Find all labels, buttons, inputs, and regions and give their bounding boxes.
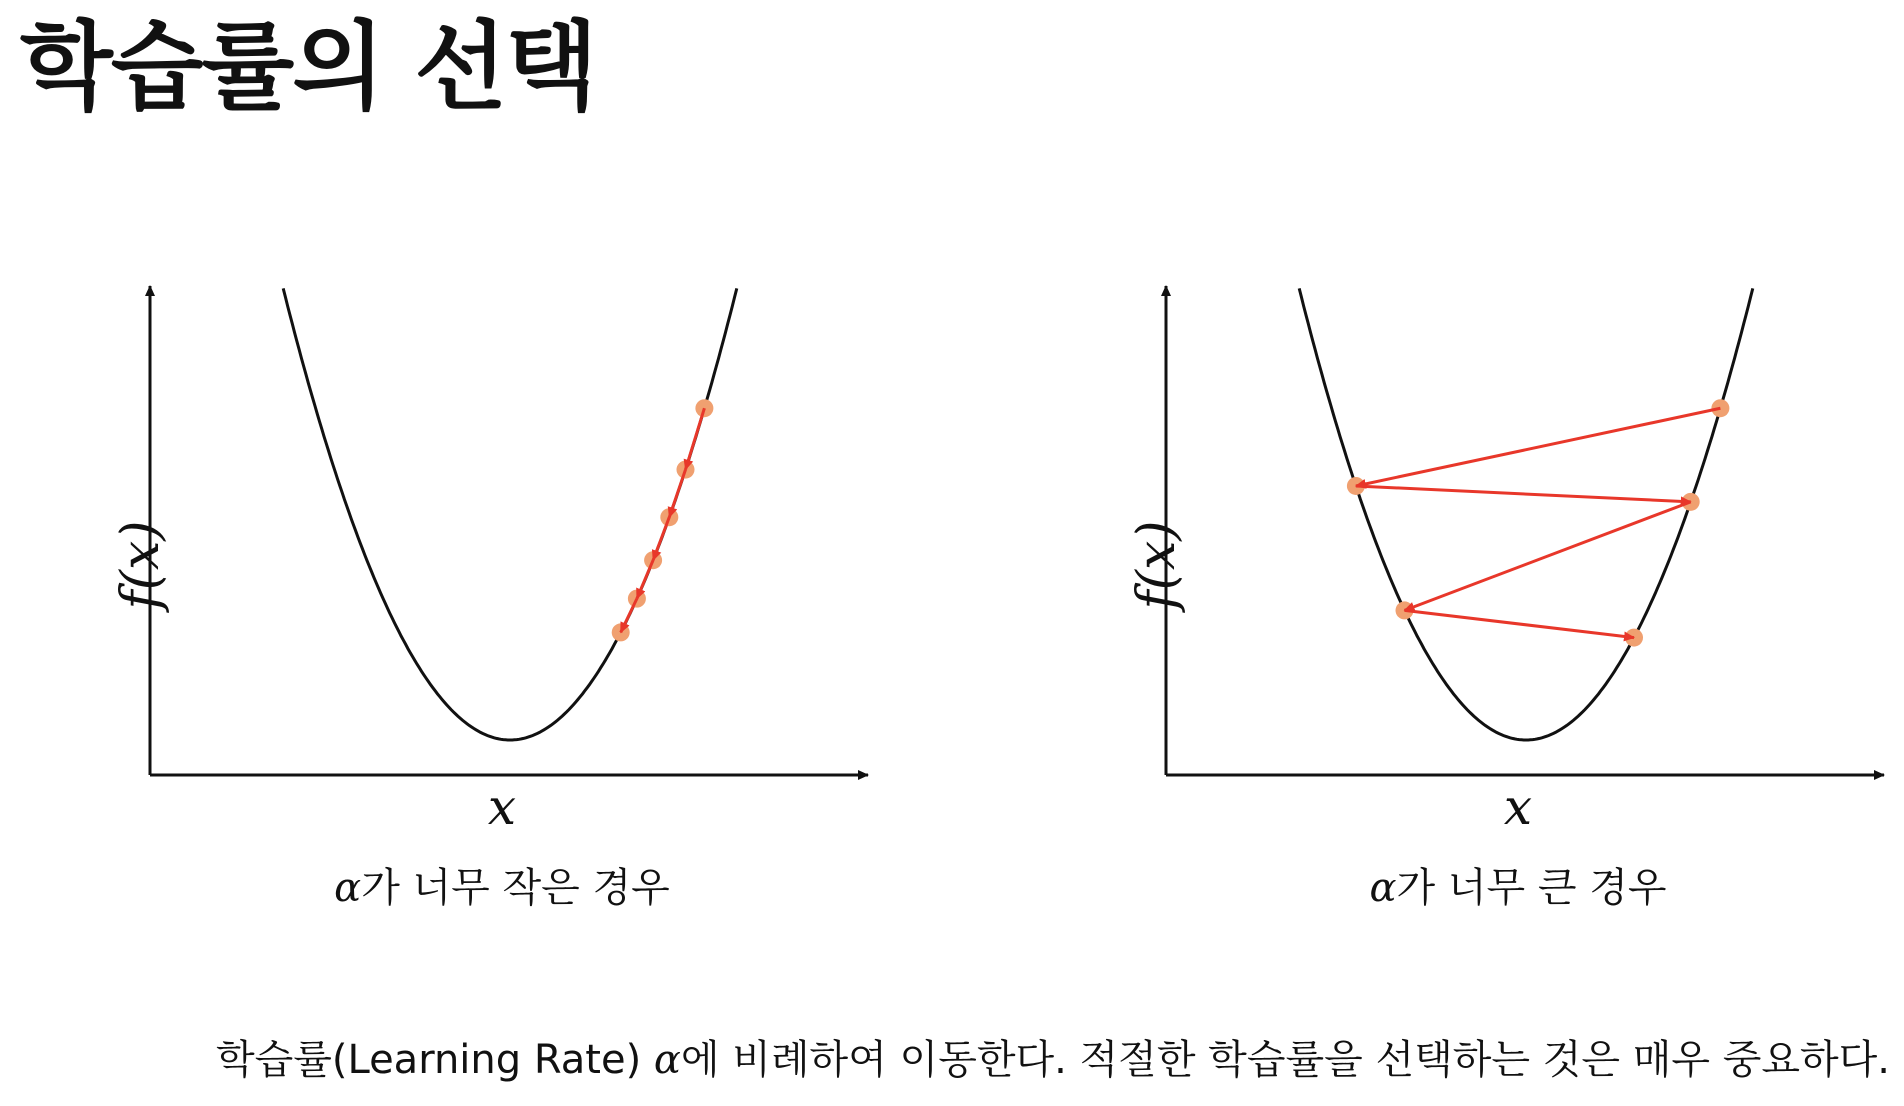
y-axis-label: f(x) bbox=[111, 520, 171, 610]
figure-caption bbox=[1268, 856, 1768, 913]
step-arrow bbox=[653, 517, 669, 560]
step-arrow bbox=[637, 560, 653, 598]
alpha-symbol: α bbox=[1369, 865, 1397, 911]
step-point bbox=[612, 623, 630, 641]
footer-text-before: 학습률(Learning Rate) bbox=[215, 1037, 654, 1083]
footer-alpha-symbol: α bbox=[653, 1037, 681, 1083]
footer-note bbox=[216, 1028, 1890, 1085]
step-arrow bbox=[1356, 486, 1691, 502]
step-arrow bbox=[1356, 408, 1721, 486]
alpha-symbol: α bbox=[334, 865, 362, 911]
x-axis-label: x bbox=[1503, 778, 1533, 836]
footer-text-after: 에 비례하여 이동한다. 적절한 학습률을 선택하는 것은 매우 중요하다. bbox=[680, 1037, 1890, 1083]
plot-large bbox=[1116, 270, 1876, 790]
caption-text: 가 너무 큰 경우 bbox=[1396, 865, 1667, 911]
gradient-steps bbox=[1347, 399, 1730, 646]
step-arrow bbox=[1405, 610, 1635, 637]
figure-small-learning-rate bbox=[100, 270, 860, 920]
step-arrow bbox=[669, 470, 685, 518]
step-arrow bbox=[686, 408, 705, 469]
step-arrow bbox=[1405, 502, 1691, 611]
step-arrow bbox=[621, 599, 637, 633]
figure-large-learning-rate bbox=[1116, 270, 1876, 920]
gradient-steps bbox=[612, 399, 714, 641]
page-title: 학습률의 선택 bbox=[20, 11, 596, 123]
x-axis-label: x bbox=[487, 778, 517, 836]
y-axis-label: f(x) bbox=[1127, 520, 1187, 610]
plot-small bbox=[100, 270, 860, 790]
figure-caption bbox=[252, 856, 752, 913]
caption-text: 가 너무 작은 경우 bbox=[361, 865, 670, 911]
cost-curve bbox=[1299, 288, 1753, 740]
